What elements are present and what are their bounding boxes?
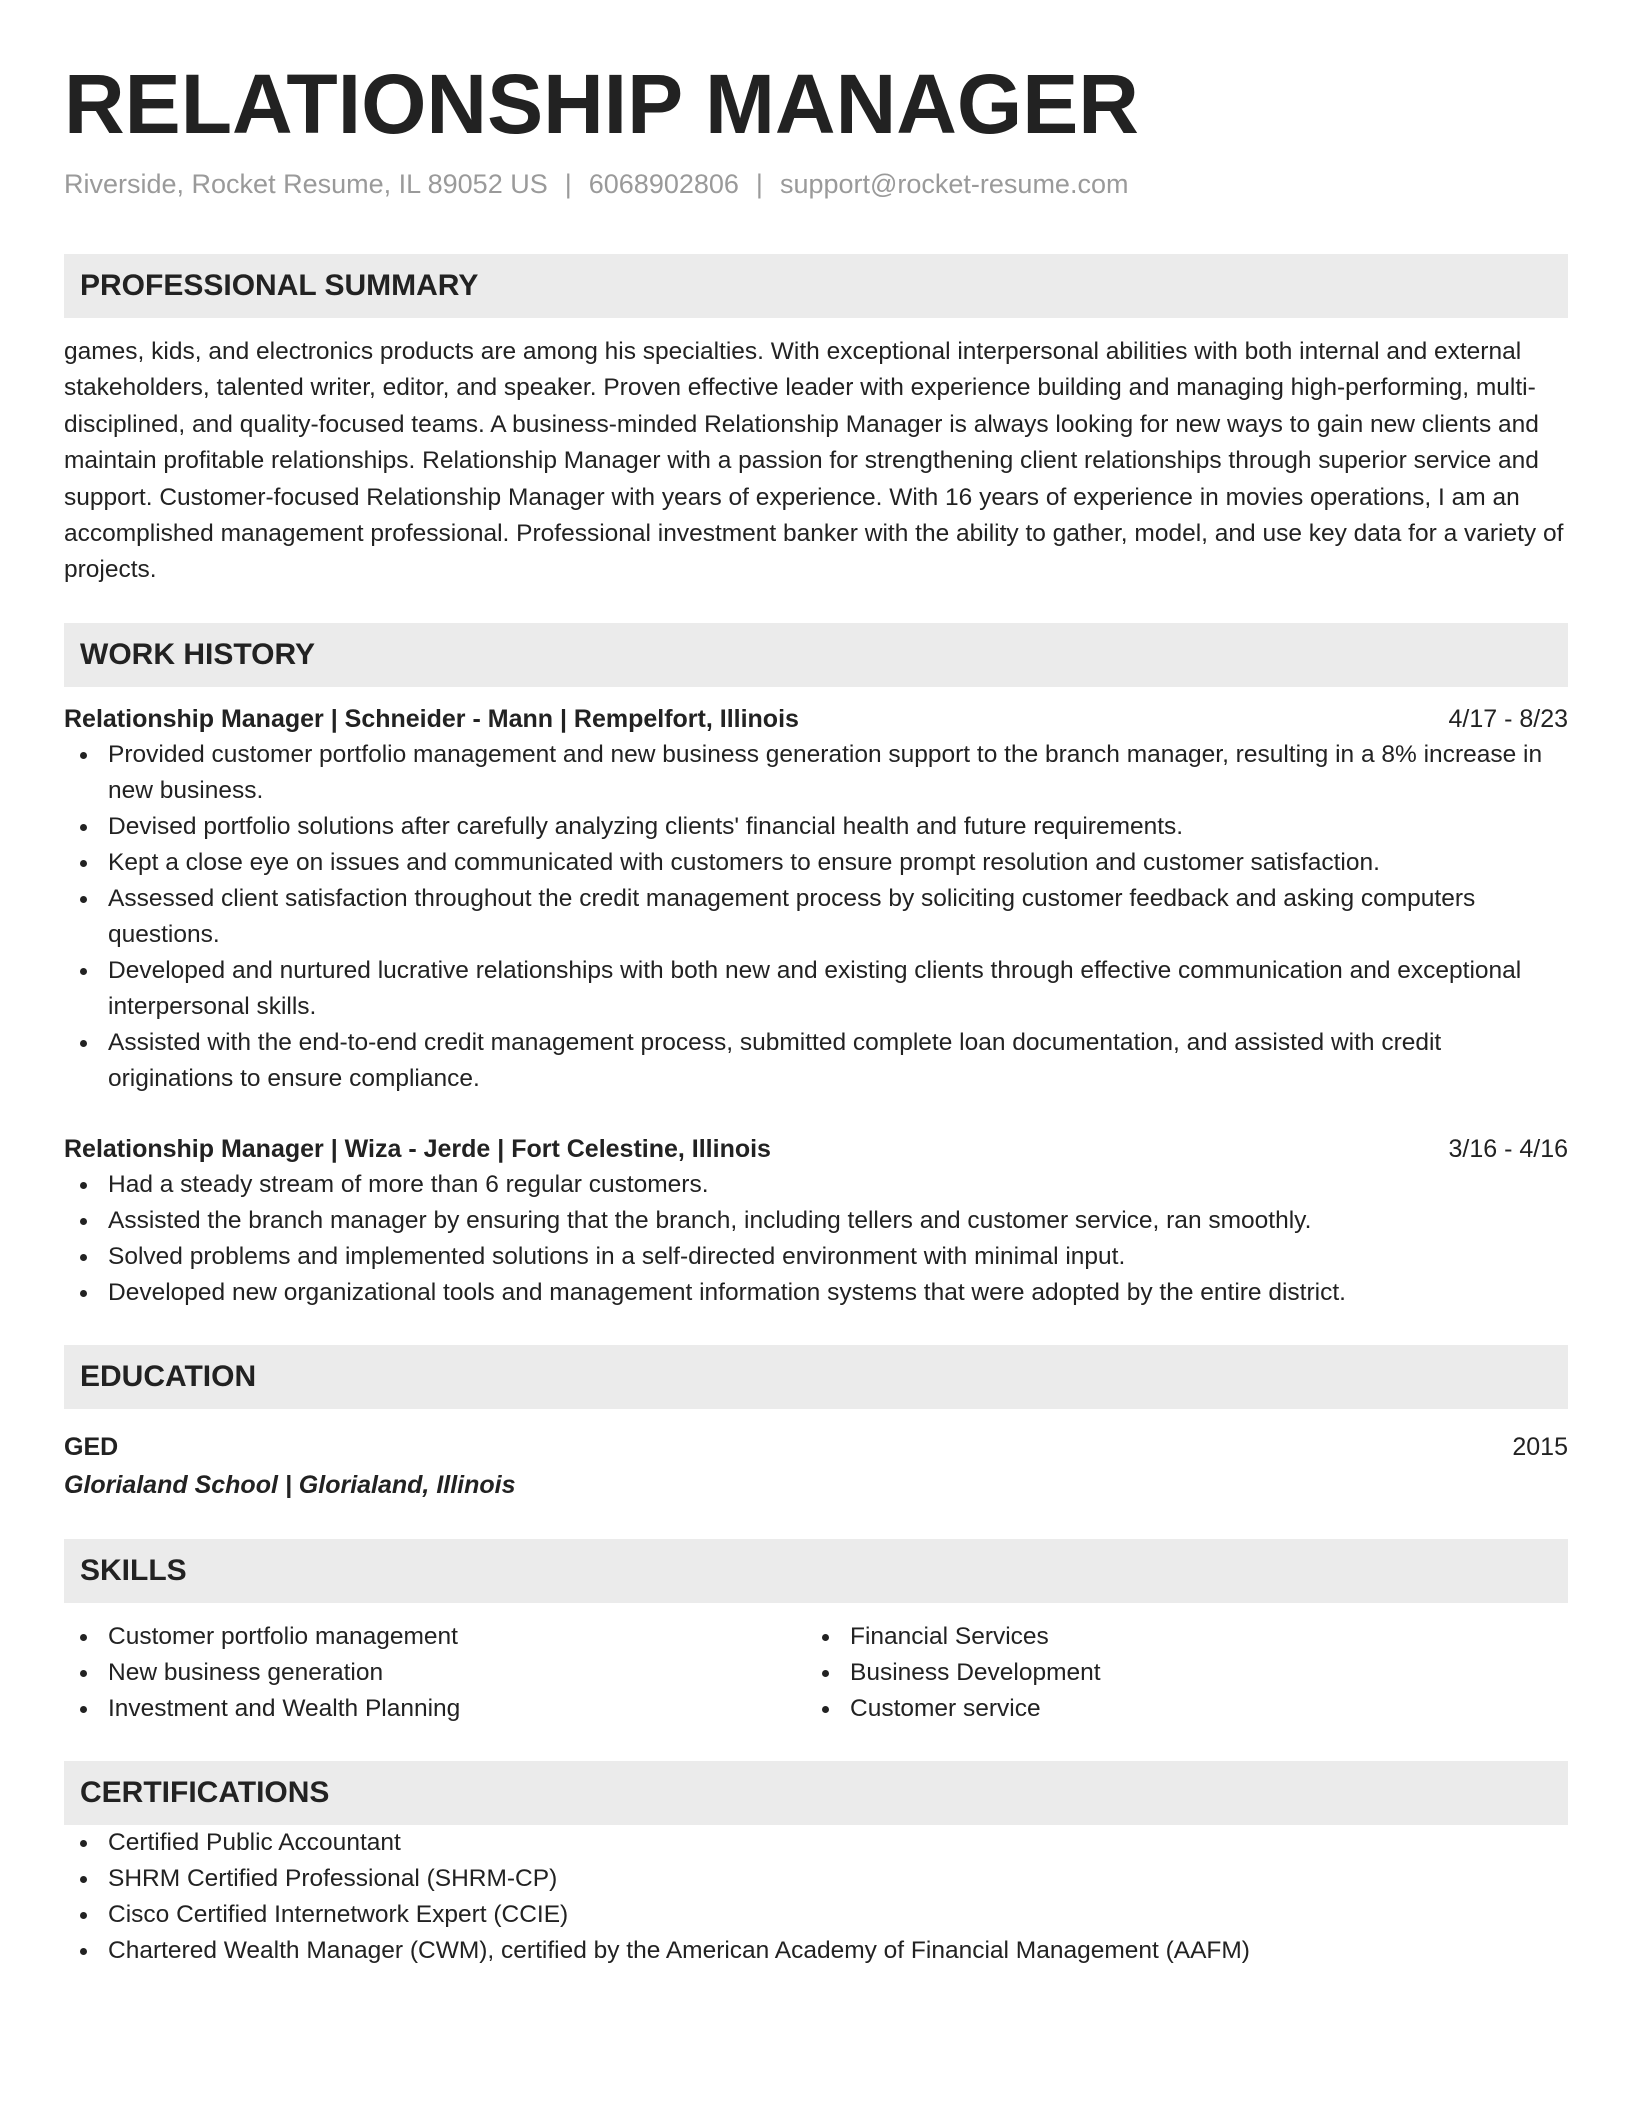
resume-page [64, 54, 1568, 1969]
job-header [64, 1131, 1568, 1167]
candidate-name: RELATIONSHIP MANAGER [64, 57, 1139, 151]
job-title: Relationship Manager | Schneider - Mann | Rempelfort, Illinois [64, 704, 799, 733]
job-dates: 3/16 - 4/16 [1448, 1134, 1568, 1163]
certification-item: Chartered Wealth Manager (CWM), certified by the American Academy of Financial Management (AAFM) [64, 1933, 1568, 1969]
certification-list [64, 1825, 1568, 1969]
contact-email: support@rocket-resume.com [779, 169, 1129, 199]
summary-text: games, kids, and electronics products are among his specialties. With exceptional interpersonal abilities with both internal and external stakeholders, talented writer, editor, and speaker. Proven effective leader with experience building and managing high-performing, multi-disciplined, and quality-focused teams. A business-minded Relationship Manager is always looking for new ways to gain new clients and maintain profitable relationships. Relationship Manager with a passion for strengthening client relationships through superior service and support. Customer-focused Relationship Manager with years of experience. With 16 years of experience in movies operations, I am an accomplished management professional. Professional investment banker with the ability to gather, model, and use key data for a variety of projects. [64, 338, 1564, 584]
skill-item: Customer service [806, 1691, 1548, 1727]
section-heading-skills: SKILLS [64, 1539, 1568, 1603]
skills-column-left [64, 1619, 806, 1727]
contact-address: Riverside, Rocket Resume, IL 89052 US [64, 169, 548, 199]
job-bullet: Assisted the branch manager by ensuring that the branch, including tellers and customer service, ran smoothly. [64, 1203, 1568, 1239]
skill-item: Business Development [806, 1655, 1548, 1691]
job-bullet: Solved problems and implemented solutions in a self-directed environment with minimal input. [64, 1239, 1568, 1275]
job-bullet: Assisted with the end-to-end credit management process, submitted complete loan documentation, and assisted with credit originations to ensure compliance. [64, 1025, 1568, 1097]
certification-item: SHRM Certified Professional (SHRM-CP) [64, 1861, 1568, 1897]
skill-item: New business generation [64, 1655, 806, 1691]
certification-item: Certified Public Accountant [64, 1825, 1568, 1861]
job-header [64, 701, 1568, 737]
job-bullet: Developed new organizational tools and management information systems that were adopted by the entire district. [64, 1275, 1568, 1311]
job-dates: 4/17 - 8/23 [1448, 704, 1568, 733]
work-history-section [64, 623, 1568, 1311]
education-section [64, 1345, 1568, 1505]
job-bullet-list [64, 1167, 1568, 1311]
section-heading-work-history: WORK HISTORY [64, 623, 1568, 687]
section-heading-education: EDUCATION [64, 1345, 1568, 1409]
skill-item: Customer portfolio management [64, 1619, 806, 1655]
skill-item: Financial Services [806, 1619, 1548, 1655]
certifications-section [64, 1761, 1568, 1969]
job-bullet-list [64, 737, 1568, 1097]
section-heading-certifications: CERTIFICATIONS [64, 1761, 1568, 1825]
job-bullet: Developed and nurtured lucrative relationships with both new and existing clients through effective communication and exceptional interpersonal skills. [64, 953, 1568, 1025]
section-heading-summary: PROFESSIONAL SUMMARY [64, 254, 1568, 318]
job-bullet: Had a steady stream of more than 6 regular customers. [64, 1167, 1568, 1203]
education-school: Glorialand School | Glorialand, Illinois [64, 1470, 516, 1499]
job-title: Relationship Manager | Wiza - Jerde | Fort Celestine, Illinois [64, 1134, 771, 1163]
skills-column-right [806, 1619, 1548, 1727]
skill-item: Investment and Wealth Planning [64, 1691, 806, 1727]
education-degree: GED [64, 1432, 119, 1461]
contact-line [64, 166, 1568, 202]
education-year: 2015 [1512, 1432, 1568, 1461]
contact-separator: | [755, 169, 763, 199]
job-bullet: Assessed client satisfaction throughout the credit management process by soliciting customer feedback and asking computers questions. [64, 881, 1568, 953]
contact-separator: | [564, 169, 572, 199]
skills-grid [64, 1619, 1568, 1727]
contact-phone: 6068902806 [588, 169, 739, 199]
job-bullet: Kept a close eye on issues and communicated with customers to ensure prompt resolution and customer satisfaction. [64, 845, 1568, 881]
skills-section [64, 1539, 1568, 1727]
job-bullet: Devised portfolio solutions after carefully analyzing clients' financial health and future requirements. [64, 809, 1568, 845]
education-header [64, 1429, 1568, 1465]
job-bullet: Provided customer portfolio management and new business generation support to the branch manager, resulting in a 8% increase in new business. [64, 737, 1568, 809]
certification-item: Cisco Certified Internetwork Expert (CCIE) [64, 1897, 1568, 1933]
